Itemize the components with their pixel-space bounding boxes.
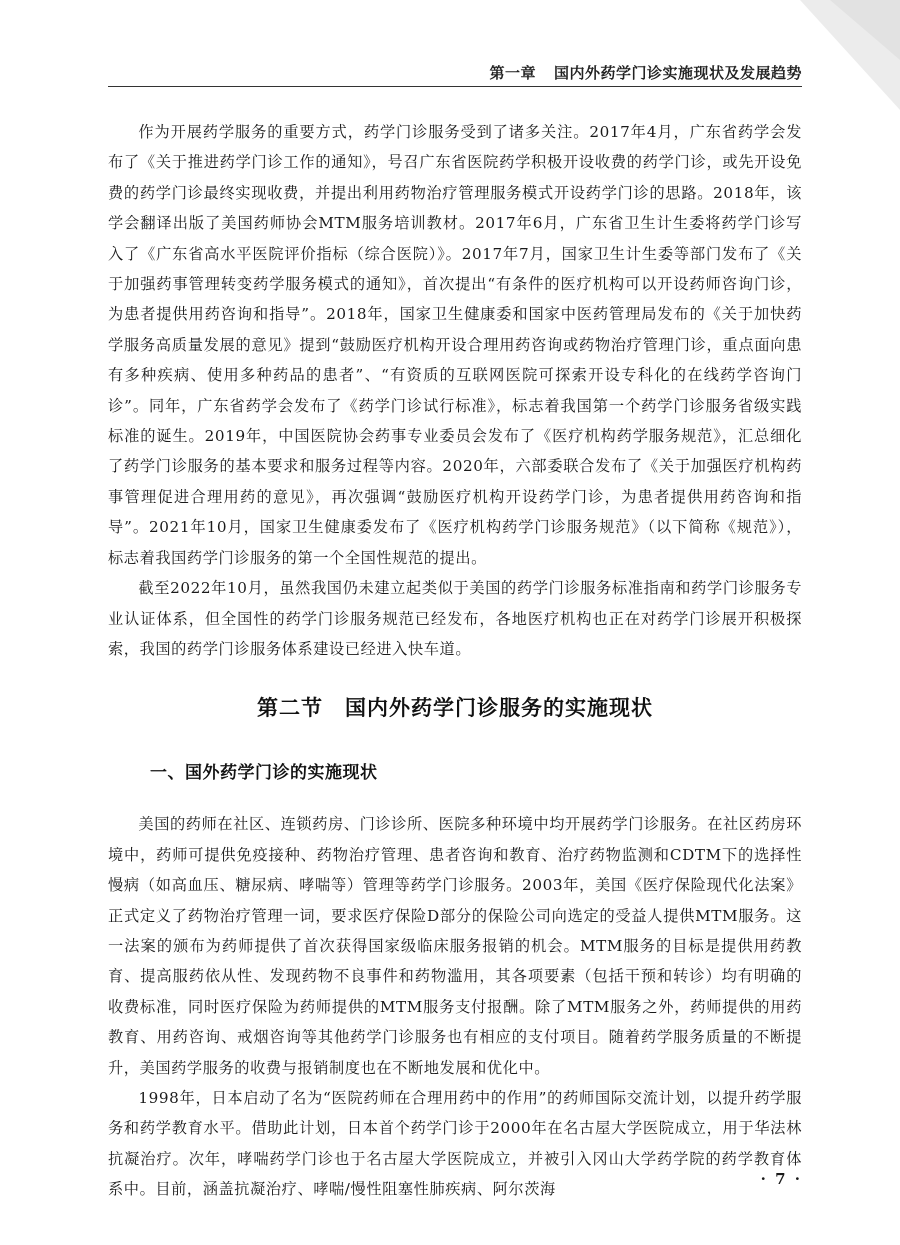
body-text	[108, 117, 802, 1205]
running-header	[108, 62, 802, 83]
paragraph: 1998年，日本启动了名为“医院药师在合理用药中的作用”的药师国际交流计划，以提升药学服务和药学教育水平。借助此计划，日本首个药学门诊于2000年在名古屋大学医院成立，用于华法林抗凝治疗。次年，哮喘药学门诊也于名古屋大学医院成立，并被引入冈山大学药学院的药学教育体系中。目前，涵盖抗凝治疗、哮喘/慢性阻塞性肺疾病、阿尔茨海	[108, 1088, 802, 1199]
paragraph: 作为开展药学服务的重要方式，药学门诊服务受到了诸多关注。2017年4月，广东省药学会发布了《关于推进药学门诊工作的通知》，号召广东省医院药学积极开设收费的药学门诊，或先开设免费的药学门诊最终实现收费，并提出利用药物治疗管理服务模式开设药学门诊的思路。2018年，该学会翻译出版了美国药师协会MTM服务培训教材。2017年6月，广东省卫生计生委将药学门诊写入了《广东省高水平医院评价指标（综合医院）》。2017年7月，国家卫生计生委等部门发布了《关于加强药事管理转变药学服务模式的通知》，首次提出“有条件的医疗机构可以开设药师咨询门诊，为患者提供用药咨询和指导”。2018年，国家卫生健康委和国家中医药管理局发布的《关于加快药学服务高质量发展的意见》提到“鼓励医疗机构开设合理用药咨询或药物治疗管理门诊，重点面向患有多种疾病、使用多种药品的患者”、“有资质的互联网医院可探索开设专科化的在线药学咨询门诊”。同年，广东省药学会发布了《药学门诊试行标准》，标志着我国第一个药学门诊服务省级实践标准的诞生。2019年，中国医院协会药事专业委员会发布了《医疗机构药学服务规范》，汇总细化了药学门诊服务的基本要求和服务过程等内容。2020年，六部委联合发布了《关于加强医疗机构药事管理促进合理用药的意见》，再次强调“鼓励医疗机构开设药学门诊，为患者提供用药咨询和指导”。2021年10月，国家卫生健康委发布了《医疗机构药学门诊服务规范》（以下简称《规范》），标志着我国药学门诊服务的第一个全国性规范的提出。	[108, 123, 802, 567]
chapter-number: 第一章	[489, 64, 536, 82]
section-title: 第二节 国内外药学门诊服务的实施现状	[257, 696, 653, 721]
page-number: · 7 ·	[760, 1170, 802, 1188]
subsection-title: 一、国外药学门诊的实施现状	[150, 763, 378, 784]
corner-decoration	[760, 0, 900, 110]
chapter-title: 国内外药学门诊实施现状及发展趋势	[553, 64, 802, 82]
paragraph: 截至2022年10月，虽然我国仍未建立起类似于美国的药学门诊服务标准指南和药学门诊服务专业认证体系，但全国性的药学门诊服务规范已经发布，各地医疗机构也正在对药学门诊展开积极探索，我国的药学门诊服务体系建设已经进入快车道。	[108, 579, 802, 658]
paragraph: 美国的药师在社区、连锁药房、门诊诊所、医院多种环境中均开展药学门诊服务。在社区药房环境中，药师可提供免疫接种、药物治疗管理、患者咨询和教育、治疗药物监测和CDTM下的选择性慢病（如高血压、糖尿病、哮喘等）管理等药学门诊服务。2003年，美国《医疗保险现代化法案》正式定义了药物治疗管理一词，要求医疗保险D部分的保险公司向选定的受益人提供MTM服务。这一法案的颁布为药师提供了首次获得国家级临床服务报销的机会。MTM服务的目标是提供用药教育、提高服药依从性、发现药物不良事件和药物滥用，其各项要素（包括干预和转诊）均有明确的收费标准，同时医疗保险为药师提供的MTM服务支付报酬。除了MTM服务之外，药师提供的用药教育、用药咨询、戒烟咨询等其他药学门诊服务也有相应的支付项目。随着药学服务质量的不断提升，美国药学服务的收费与报销制度也在不断地发展和优化中。	[108, 815, 802, 1077]
header-rule	[108, 86, 802, 87]
